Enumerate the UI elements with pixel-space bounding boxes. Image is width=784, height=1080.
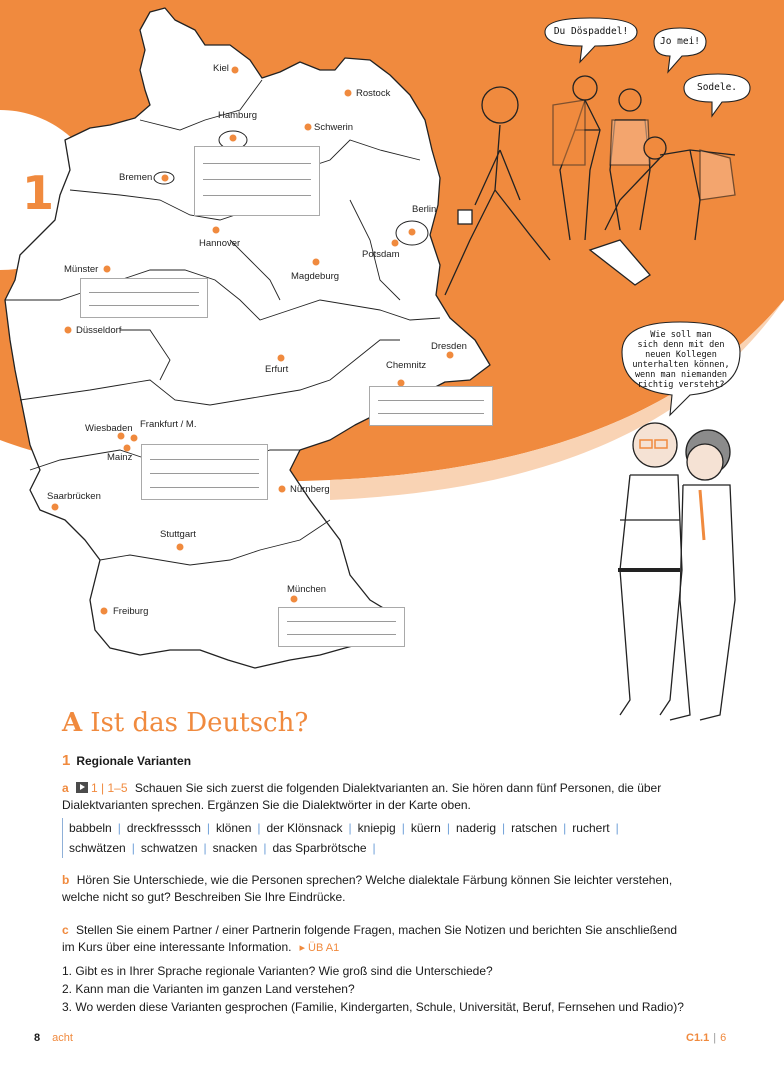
dialect-word: babbeln bbox=[69, 821, 112, 835]
exercise-number: 1 bbox=[62, 752, 71, 769]
speech-bubble-text: Wie soll man sich denn mit den neuen Kollegen unterhalten können, wenn man niemanden richtig versteht? bbox=[632, 330, 730, 390]
section-title-text: Ist das Deutsch? bbox=[90, 708, 309, 738]
speech-bubble-text: Sodele. bbox=[696, 82, 738, 93]
city-label: Hannover bbox=[199, 238, 241, 249]
dialect-word: küern bbox=[410, 821, 441, 835]
task-c-line1: Stellen Sie einem Partner / einer Partnerin folgende Fragen, machen Sie Notizen und berichten Sie anschließend bbox=[76, 923, 678, 937]
question-list bbox=[62, 962, 684, 1016]
city-label: Saarbrücken bbox=[47, 491, 101, 502]
task-a-line1: Schauen Sie sich zuerst die folgenden Dialektvarianten an. Sie hören dann fünf Personen, die über bbox=[134, 781, 662, 795]
exercise-heading bbox=[62, 752, 191, 769]
task-b-line1: Hören Sie Unterschiede, wie die Personen sprechen? Welche dialektale Färbung können Sie leichter verstehen, bbox=[76, 873, 673, 887]
dialect-word: ratschen bbox=[511, 821, 558, 835]
answer-box[interactable] bbox=[369, 386, 493, 426]
city-label: Münster bbox=[64, 264, 99, 275]
city-label: Düsseldorf bbox=[76, 325, 122, 336]
two-men-illustration bbox=[618, 423, 735, 720]
speech-bubble-text: Jo mei! bbox=[659, 36, 701, 47]
city-label: Dresden bbox=[431, 341, 467, 352]
city-label: Freiburg bbox=[113, 606, 149, 617]
dialect-word: klönen bbox=[216, 821, 252, 835]
audio-play-icon[interactable] bbox=[76, 782, 88, 793]
exercise-title: Regionale Varianten bbox=[76, 754, 192, 768]
question-item: 1. Gibt es in Ihrer Sprache regionale Varianten? Wie groß sind die Unterschiede? bbox=[62, 964, 493, 978]
task-label: b bbox=[62, 873, 70, 887]
task-a bbox=[62, 780, 722, 814]
city-label: Rostock bbox=[356, 88, 391, 99]
answer-box[interactable] bbox=[141, 444, 268, 500]
task-a-line2: Dialektvarianten sprechen. Ergänzen Sie die Dialektwörter in der Karte oben. bbox=[62, 798, 471, 812]
city-label: Erfurt bbox=[265, 364, 289, 375]
workbook-reference[interactable]: ▸ ÜB A1 bbox=[299, 942, 340, 954]
city-label: Bremen bbox=[119, 172, 153, 183]
dialect-word: schwatzen bbox=[140, 841, 198, 855]
city-label: Chemnitz bbox=[386, 360, 427, 371]
city-label: München bbox=[287, 584, 327, 595]
task-b-line2: welche nicht so gut? Beschreiben Sie Ihre Eindrücke. bbox=[62, 890, 346, 904]
task-b bbox=[62, 872, 722, 906]
page-number: 8 bbox=[34, 1032, 41, 1044]
unit-number: 1 bbox=[22, 166, 55, 220]
dialect-word: dreckfresssch bbox=[126, 821, 201, 835]
question-item: 2. Kann man die Varianten im ganzen Land verstehen? bbox=[62, 982, 355, 996]
city-label: Stuttgart bbox=[160, 529, 196, 540]
city-label: Magdeburg bbox=[291, 271, 340, 282]
dialect-word: snacken bbox=[212, 841, 258, 855]
question-item: 3. Wo werden diese Varianten gesprochen (Familie, Kindergarten, Schule, Universität, Beruf, Fernsehen und Radio)? bbox=[62, 1000, 684, 1014]
answer-box[interactable] bbox=[80, 278, 208, 318]
answer-box[interactable] bbox=[194, 146, 320, 216]
dialect-word: naderig bbox=[455, 821, 497, 835]
dialect-word: ruchert bbox=[572, 821, 610, 835]
audio-track: 1 | 1–5 bbox=[91, 781, 128, 795]
word-row: babbeln | dreckfresssch | klönen | der Klönsnack | kniepig | küern | naderig | ratschen | ruchert | bbox=[69, 821, 619, 835]
city-label: Berlin bbox=[412, 204, 437, 215]
city-label: Frankfurt / M. bbox=[140, 419, 197, 430]
task-label: c bbox=[62, 923, 69, 937]
city-label: Schwerin bbox=[314, 122, 354, 133]
city-label: Mainz bbox=[107, 452, 133, 463]
dialect-word: der Klönsnack bbox=[266, 821, 343, 835]
chapter-number: 6 bbox=[720, 1032, 727, 1044]
level-label: C1.1 bbox=[686, 1032, 710, 1044]
footer-right: C1.1 | 6 bbox=[686, 1032, 727, 1044]
city-label: Potsdam bbox=[362, 249, 400, 260]
task-label: a bbox=[62, 781, 69, 795]
task-c bbox=[62, 922, 722, 957]
dialect-word: kniepig bbox=[357, 821, 396, 835]
city-label: Kiel bbox=[213, 63, 229, 74]
section-letter: A bbox=[62, 708, 83, 738]
city-label: Hamburg bbox=[218, 110, 258, 121]
city-label: Nürnberg bbox=[290, 484, 330, 495]
section-title bbox=[62, 708, 308, 738]
task-c-line2: im Kurs über eine interessante Information. bbox=[62, 940, 292, 954]
city-label: Wiesbaden bbox=[85, 423, 133, 434]
word-row: schwätzen | schwatzen | snacken | das Sparbrötsche | bbox=[69, 841, 376, 855]
speech-bubble-text: Du Döspaddel! bbox=[553, 26, 629, 37]
dialect-word: schwätzen bbox=[69, 841, 126, 855]
dialect-word: das Sparbrötsche bbox=[272, 841, 367, 855]
word-box bbox=[62, 818, 682, 858]
answer-box[interactable] bbox=[278, 607, 405, 647]
page-word: acht bbox=[52, 1032, 73, 1044]
footer-left bbox=[34, 1032, 73, 1044]
